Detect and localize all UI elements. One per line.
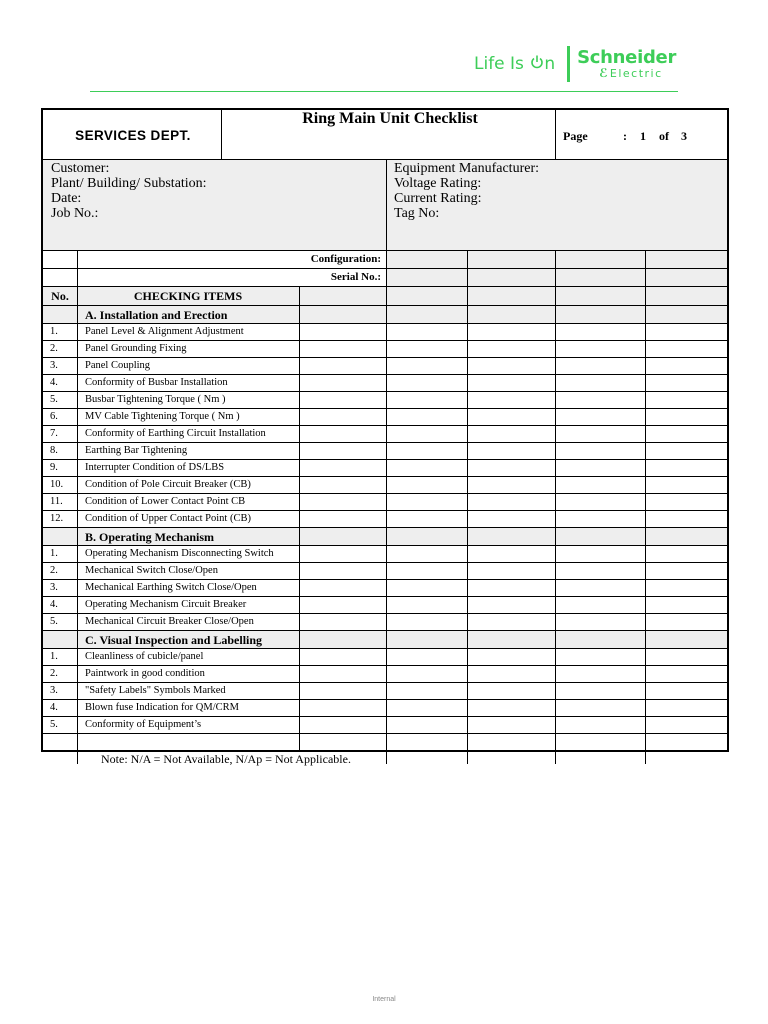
column-header-no: No. — [51, 289, 69, 303]
grid-vline — [299, 734, 300, 751]
check-cell[interactable] — [468, 461, 555, 477]
checklist-item: Interrupter Condition of DS/LBS — [85, 462, 225, 473]
grid-vline — [555, 734, 556, 751]
check-cell[interactable] — [646, 512, 727, 528]
check-cell[interactable] — [300, 427, 386, 443]
grid-vline — [555, 751, 556, 764]
checklist-item: Mechanical Circuit Breaker Close/Open — [85, 616, 254, 627]
grid-hline — [43, 716, 727, 717]
check-cell[interactable] — [556, 342, 645, 358]
check-cell[interactable] — [646, 564, 727, 580]
grid-hline — [43, 510, 727, 511]
check-cell[interactable] — [387, 461, 467, 477]
grid-hline — [43, 699, 727, 700]
check-cell[interactable] — [387, 547, 467, 563]
check-cell[interactable] — [468, 444, 555, 460]
grid-hline — [43, 459, 727, 460]
grid-vline — [386, 287, 387, 306]
item-number: 2. — [50, 668, 58, 679]
grid-vline — [555, 306, 556, 324]
grid-vline — [299, 287, 300, 306]
check-cell[interactable] — [646, 667, 727, 683]
check-cell[interactable] — [468, 342, 555, 358]
check-cell[interactable] — [556, 427, 645, 443]
item-number: 3. — [50, 582, 58, 593]
check-cell[interactable] — [646, 478, 727, 494]
check-cell[interactable] — [468, 410, 555, 426]
checklist-item: "Safety Labels" Symbols Marked — [85, 685, 226, 696]
checklist-item: Conformity of Equipment’s — [85, 719, 202, 730]
grid-vline — [555, 528, 556, 546]
check-cell[interactable] — [387, 376, 467, 392]
grid-hline — [43, 682, 727, 683]
item-number: 5. — [50, 719, 58, 730]
brand-sub-text: Electric — [609, 66, 663, 80]
check-cell[interactable] — [387, 427, 467, 443]
item-number: 3. — [50, 360, 58, 371]
check-cell[interactable] — [300, 598, 386, 614]
grid-vline — [386, 269, 387, 287]
item-number: 9. — [50, 462, 58, 473]
grid-vline — [77, 751, 78, 764]
equipment-field-label: Tag No: — [394, 206, 440, 221]
check-cell[interactable] — [387, 615, 467, 631]
check-cell[interactable] — [646, 427, 727, 443]
grid-hline — [43, 340, 727, 341]
checklist-item: Conformity of Earthing Circuit Installation — [85, 428, 266, 439]
check-cell[interactable] — [556, 684, 645, 700]
grid-hline — [43, 562, 727, 563]
check-cell[interactable] — [300, 718, 386, 734]
check-cell[interactable] — [468, 718, 555, 734]
check-cell[interactable] — [300, 393, 386, 409]
grid-hline — [43, 579, 727, 580]
grid-vline — [555, 631, 556, 649]
grid-vline — [467, 287, 468, 306]
check-cell[interactable] — [387, 684, 467, 700]
title-cell — [223, 110, 557, 160]
section-title: A. Installation and Erection — [85, 308, 228, 322]
customer-field-label: Plant/ Building/ Substation: — [51, 176, 207, 191]
grid-vline — [645, 251, 646, 269]
checklist-item: Cleanliness of cubicle/panel — [85, 651, 204, 662]
check-cell[interactable] — [468, 547, 555, 563]
check-cell[interactable] — [556, 495, 645, 511]
checklist-item: Mechanical Earthing Switch Close/Open — [85, 582, 257, 593]
brand-sub — [577, 67, 676, 79]
grid-hline — [43, 374, 727, 375]
equipment-field-label: Equipment Manufacturer: — [394, 161, 540, 176]
checklist-item: Busbar Tightening Torque ( Nm ) — [85, 394, 226, 405]
checklist-item: Mechanical Switch Close/Open — [85, 565, 218, 576]
check-cell[interactable] — [300, 410, 386, 426]
checklist-item: Condition of Pole Circuit Breaker (CB) — [85, 479, 251, 490]
check-cell[interactable] — [556, 512, 645, 528]
check-cell[interactable] — [387, 444, 467, 460]
grid-vline — [645, 631, 646, 649]
check-cell[interactable] — [468, 393, 555, 409]
grid-vline — [467, 306, 468, 324]
page-label: Page — [563, 129, 588, 143]
checklist-item: MV Cable Tightening Torque ( Nm ) — [85, 411, 240, 422]
grid-vline — [645, 528, 646, 546]
divider — [221, 110, 222, 160]
item-number: 2. — [50, 565, 58, 576]
check-cell[interactable] — [556, 667, 645, 683]
check-cell[interactable] — [646, 410, 727, 426]
grid-vline — [77, 734, 78, 751]
check-cell[interactable] — [387, 650, 467, 666]
item-number: 10. — [50, 479, 64, 490]
checklist-item: Paintwork in good condition — [85, 668, 205, 679]
check-cell[interactable] — [387, 325, 467, 341]
check-cell[interactable] — [468, 615, 555, 631]
page-info — [563, 129, 723, 145]
item-number: 11. — [50, 496, 63, 507]
check-cell[interactable] — [300, 684, 386, 700]
configuration-label: Configuration: — [310, 253, 381, 265]
check-cell[interactable] — [387, 598, 467, 614]
check-cell[interactable] — [468, 581, 555, 597]
checklist-item: Condition of Lower Contact Point CB — [85, 496, 246, 507]
check-cell[interactable] — [646, 393, 727, 409]
check-cell[interactable] — [300, 650, 386, 666]
grid-vline — [467, 734, 468, 751]
item-number: 4. — [50, 377, 58, 388]
electric-e-icon: ℰ — [599, 66, 608, 80]
divider — [555, 110, 556, 160]
column-header-items: CHECKING ITEMS — [133, 289, 243, 303]
serial-config-bg — [386, 251, 727, 269]
check-cell[interactable] — [300, 478, 386, 494]
equipment-field-label: Current Rating: — [394, 191, 482, 206]
item-number: 8. — [50, 445, 58, 456]
dept-label: SERVICES DEPT. — [75, 127, 191, 143]
section-title: C. Visual Inspection and Labelling — [85, 633, 263, 647]
checklist-item: Operating Mechanism Circuit Breaker — [85, 599, 247, 610]
grid-vline — [467, 269, 468, 287]
customer-fields — [51, 161, 381, 221]
check-cell[interactable] — [468, 376, 555, 392]
check-cell[interactable] — [646, 376, 727, 392]
customer-field-label: Customer: — [51, 161, 110, 176]
check-cell[interactable] — [300, 701, 386, 717]
check-cell[interactable] — [556, 410, 645, 426]
grid-hline — [43, 408, 727, 409]
checklist-item: Panel Level & Alignment Adjustment — [85, 326, 244, 337]
grid-hline — [43, 596, 727, 597]
checklist-item: Earthing Bar Tightening — [85, 445, 188, 456]
dept-cell — [43, 110, 223, 160]
grid-hline — [43, 476, 727, 477]
grid-vline — [645, 269, 646, 287]
check-cell[interactable] — [468, 495, 555, 511]
check-cell[interactable] — [556, 461, 645, 477]
grid-vline — [386, 528, 387, 546]
check-cell[interactable] — [468, 427, 555, 443]
customer-field-label: Date: — [51, 191, 82, 206]
check-cell[interactable] — [387, 342, 467, 358]
check-cell[interactable] — [300, 359, 386, 375]
check-cell[interactable] — [646, 444, 727, 460]
check-cell[interactable] — [646, 718, 727, 734]
check-cell[interactable] — [646, 495, 727, 511]
grid-vline — [555, 269, 556, 287]
check-cell[interactable] — [387, 495, 467, 511]
tagline-text: Life Is n — [474, 54, 556, 74]
grid-vline — [77, 631, 78, 649]
check-cell[interactable] — [387, 701, 467, 717]
page-total: 3 — [681, 129, 687, 143]
check-cell[interactable] — [556, 650, 645, 666]
page-title: Ring Main Unit Checklist — [302, 110, 478, 127]
check-cell[interactable] — [387, 564, 467, 580]
check-cell[interactable] — [556, 393, 645, 409]
check-cell[interactable] — [646, 615, 727, 631]
footer-label: Internal — [372, 996, 396, 1003]
grid-vline — [386, 631, 387, 649]
check-cell[interactable] — [646, 359, 727, 375]
serial-config-bg — [386, 269, 727, 287]
section-title: B. Operating Mechanism — [85, 530, 214, 544]
check-cell[interactable] — [300, 495, 386, 511]
brand — [577, 49, 676, 79]
grid-vline — [386, 751, 387, 764]
item-number: 6. — [50, 411, 58, 422]
grid-hline — [43, 323, 727, 324]
grid-vline — [386, 251, 387, 269]
check-cell[interactable] — [468, 701, 555, 717]
grid-vline — [77, 306, 78, 324]
check-cell[interactable] — [300, 615, 386, 631]
item-number: 1. — [50, 548, 58, 559]
check-cell[interactable] — [387, 512, 467, 528]
grid-vline — [645, 306, 646, 324]
check-cell[interactable] — [468, 598, 555, 614]
grid-hline — [43, 733, 727, 734]
check-cell[interactable] — [387, 718, 467, 734]
check-cell[interactable] — [300, 376, 386, 392]
check-cell[interactable] — [646, 650, 727, 666]
check-cell[interactable] — [387, 410, 467, 426]
check-cell[interactable] — [556, 325, 645, 341]
check-cell[interactable] — [556, 701, 645, 717]
item-number: 3. — [50, 685, 58, 696]
grid-hline — [43, 493, 727, 494]
check-cell[interactable] — [556, 598, 645, 614]
grid-hline — [43, 545, 727, 546]
check-cell[interactable] — [468, 325, 555, 341]
grid-hline — [43, 425, 727, 426]
item-number: 12. — [50, 513, 64, 524]
checklist-item: Panel Grounding Fixing — [85, 343, 187, 354]
grid-vline — [467, 631, 468, 649]
check-cell[interactable] — [387, 478, 467, 494]
power-icon — [530, 54, 544, 68]
check-cell[interactable] — [646, 547, 727, 563]
item-number: 1. — [50, 326, 58, 337]
check-cell[interactable] — [556, 615, 645, 631]
grid-hline — [43, 750, 727, 751]
check-cell[interactable] — [646, 581, 727, 597]
check-cell[interactable] — [387, 393, 467, 409]
grid-hline — [43, 613, 727, 614]
grid-hline — [43, 357, 727, 358]
grid-hline — [43, 665, 727, 666]
grid-vline — [645, 287, 646, 306]
item-number: 5. — [50, 394, 58, 405]
page-of: of — [659, 129, 669, 143]
grid-vline — [467, 251, 468, 269]
page-colon: : — [623, 129, 627, 143]
grid-vline — [555, 251, 556, 269]
check-cell[interactable] — [300, 667, 386, 683]
check-cell[interactable] — [300, 461, 386, 477]
item-number: 7. — [50, 428, 58, 439]
item-number: 2. — [50, 343, 58, 354]
item-number: 5. — [50, 616, 58, 627]
grid-vline — [645, 751, 646, 764]
check-cell[interactable] — [556, 581, 645, 597]
check-cell[interactable] — [556, 359, 645, 375]
grid-vline — [386, 734, 387, 751]
check-cell[interactable] — [468, 564, 555, 580]
item-number: 4. — [50, 702, 58, 713]
check-cell[interactable] — [646, 325, 727, 341]
check-cell[interactable] — [300, 444, 386, 460]
grid-hline — [43, 442, 727, 443]
check-cell[interactable] — [468, 359, 555, 375]
item-number: 4. — [50, 599, 58, 610]
checklist-item: Panel Coupling — [85, 360, 151, 371]
check-cell[interactable] — [556, 376, 645, 392]
check-cell[interactable] — [646, 342, 727, 358]
checklist-form — [41, 108, 729, 752]
grid-vline — [77, 528, 78, 546]
grid-hline — [43, 391, 727, 392]
note: Note: N/A = Not Available, N/Ap = Not Applicable. — [101, 752, 351, 766]
check-cell[interactable] — [556, 564, 645, 580]
check-cell[interactable] — [300, 325, 386, 341]
check-cell[interactable] — [387, 359, 467, 375]
customer-field-label: Job No.: — [51, 206, 99, 221]
check-cell[interactable] — [646, 684, 727, 700]
check-cell[interactable] — [468, 667, 555, 683]
check-cell[interactable] — [646, 701, 727, 717]
check-cell[interactable] — [300, 342, 386, 358]
checklist-item: Operating Mechanism Disconnecting Switch — [85, 548, 274, 559]
check-cell[interactable] — [300, 512, 386, 528]
grid-vline — [467, 528, 468, 546]
check-cell[interactable] — [468, 684, 555, 700]
grid-vline — [555, 287, 556, 306]
grid-vline — [645, 734, 646, 751]
serial-label: Serial No.: — [330, 271, 381, 283]
checklist-item: Blown fuse Indication for QM/CRM — [85, 702, 239, 713]
equipment-field-label: Voltage Rating: — [394, 176, 482, 191]
check-cell[interactable] — [556, 478, 645, 494]
grid-hline — [43, 648, 727, 649]
header-rule — [90, 91, 678, 92]
item-number: 1. — [50, 651, 58, 662]
check-cell[interactable] — [556, 444, 645, 460]
check-cell[interactable] — [387, 581, 467, 597]
check-cell[interactable] — [468, 650, 555, 666]
logo-divider — [567, 46, 570, 82]
divider — [386, 160, 387, 251]
grid-vline — [386, 306, 387, 324]
schneider-logo — [474, 46, 676, 82]
check-cell[interactable] — [646, 461, 727, 477]
check-cell[interactable] — [556, 547, 645, 563]
equipment-fields — [394, 161, 724, 221]
check-cell[interactable] — [300, 547, 386, 563]
page-current: 1 — [640, 129, 646, 143]
check-cell[interactable] — [556, 718, 645, 734]
grid-vline — [467, 751, 468, 764]
checklist-item: Condition of Upper Contact Point (CB) — [85, 513, 251, 524]
check-cell[interactable] — [300, 581, 386, 597]
brand-name: Schneider — [577, 47, 677, 68]
check-cell[interactable] — [387, 667, 467, 683]
check-cell[interactable] — [300, 564, 386, 580]
tagline — [474, 54, 555, 74]
check-cell[interactable] — [468, 478, 555, 494]
checklist-item: Conformity of Busbar Installation — [85, 377, 228, 388]
check-cell[interactable] — [646, 598, 727, 614]
check-cell[interactable] — [468, 512, 555, 528]
